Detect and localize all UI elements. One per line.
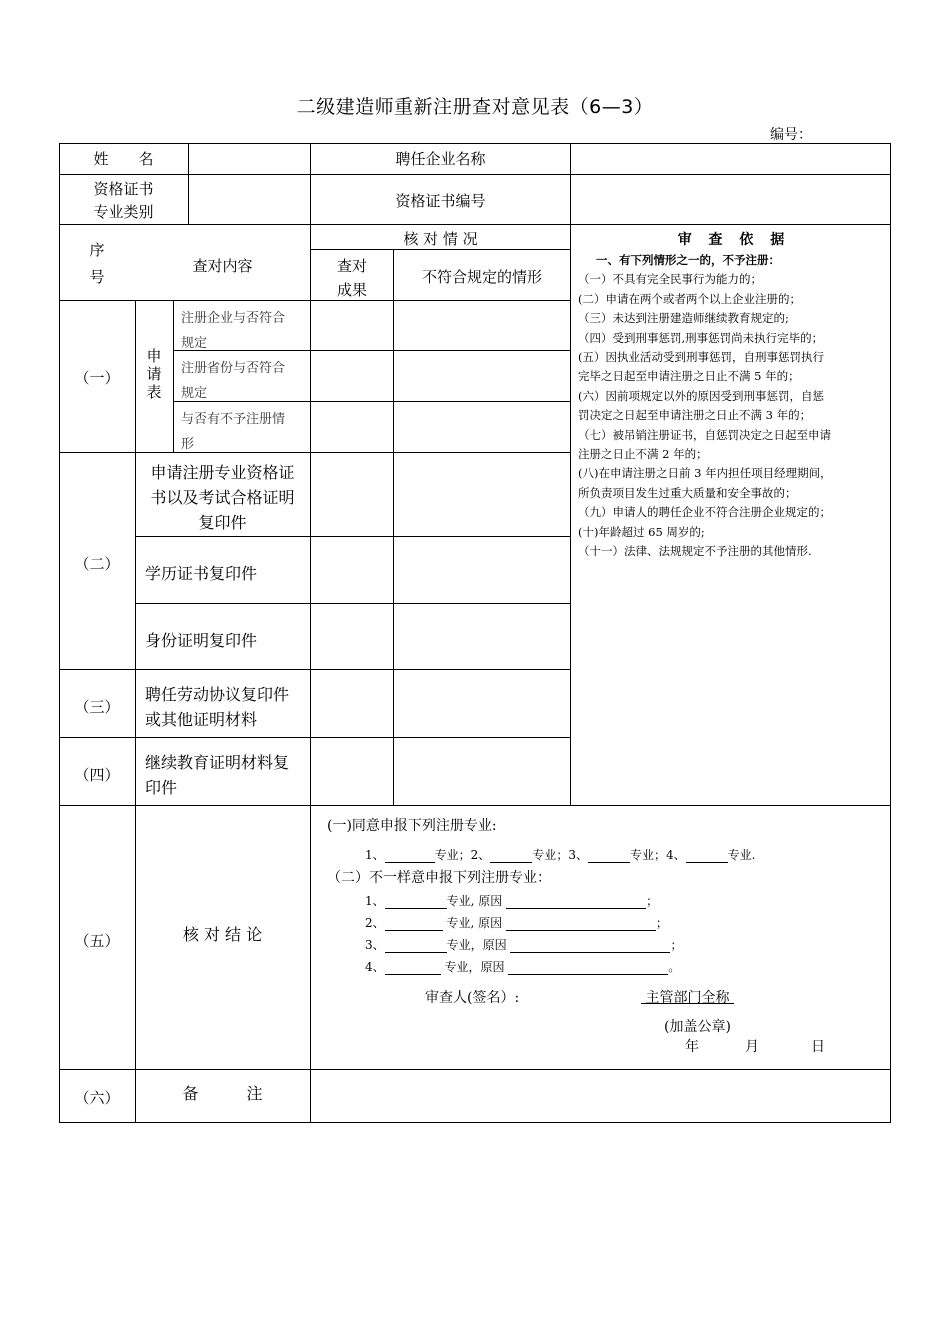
disagree-reason-blank[interactable] [510,940,670,953]
basis-item: (十)年龄超过 65 周岁的; [578,524,705,539]
basis-item: 完毕之日起至申请注册之日止不满 5 年的； [578,369,800,384]
disagree-major-blank[interactable] [385,896,447,909]
disagree-row: 1、 专业, 原因 ； [365,894,659,908]
s1-row3-line1: 与否有不予注册情 [181,412,286,427]
s1-row3-line2: 形 [181,437,195,452]
agree-blank-1[interactable] [385,850,435,863]
serial-number-field [770,124,870,144]
basis-item: 所负责项目发生过重大质量和安全事故的； [578,485,797,500]
s2-row1-line1: 申请注册专业资格证 [150,463,295,482]
agree-blank-4[interactable] [686,850,728,863]
disagree-row: 2、 专业, 原因 ； [365,916,668,930]
remarks-value[interactable] [311,1070,889,1121]
s1-row1-line1: 注册企业与否符合 [181,311,286,326]
seq-header-1: 序 [89,241,105,259]
section-1-group-3: 表 [146,383,162,401]
result-header-1: 查对 [336,257,367,275]
noncompliance-header: 不符合规定的情形 [421,268,542,286]
employer-label: 聘任企业名称 [395,150,486,168]
basis-item: （七）被吊销注册证书，自惩罚决定之日起至申请 [578,427,831,442]
disagree-heading: （二）不一样意申报下列注册专业： [327,870,551,886]
section-1-number: （一） [74,369,120,387]
basis-heading: 审 查 依 据 [677,232,791,248]
s2-row2: 学历证书复印件 [145,564,258,583]
s4-line2: 印件 [145,778,178,797]
agree-line: 1、 专业；2、 专业；3、 专业；4、 专业. [365,848,756,862]
basis-item: 注册之日止不满 2 年的； [578,447,708,462]
date-day: 日 [811,1039,825,1055]
employer-value[interactable] [571,144,889,174]
content-header: 查对内容 [192,257,253,275]
seq-header-2: 号 [89,268,105,286]
basis-item: 罚决定之日起至申请注册之日止不满 3 年的； [578,408,812,423]
basis-item: (二）申请在两个或者两个以上企业注册的； [578,291,801,306]
basis-item: (六）因前项规定以外的原因受到刑事惩罚，自惩 [578,388,824,403]
basis-subheading: 一、有下列情形之一的，不予注册： [596,253,780,267]
name-label: 姓 名 [93,150,154,168]
seal-label: (加盖公章) [664,1019,731,1035]
agree-heading: (一)同意申报下列注册专业: [327,818,497,834]
section-6-number: （六） [74,1089,120,1107]
agree-blank-2[interactable] [490,850,532,863]
section-4-number: （四） [74,766,120,784]
section-5-number: （五） [74,932,120,950]
cert-type-label-2: 专业类别 [93,203,154,221]
s3-line2: 或其他证明材料 [145,710,258,729]
s1-row1-line2: 规定 [181,336,208,351]
disagree-major-blank[interactable] [385,940,447,953]
form-table [59,143,891,1123]
s2-row3: 身份证明复印件 [145,631,258,650]
s4-line1: 继续教育证明材料复 [145,753,290,772]
cert-no-label: 资格证书编号 [395,192,486,210]
disagree-reason-blank[interactable] [506,896,646,909]
check-status-header: 核 对 情 况 [403,230,478,248]
serial-label: 编号： [770,127,812,143]
disagree-major-blank[interactable] [385,962,441,975]
s1-row2-line1: 注册省份与否符合 [181,361,286,376]
name-value[interactable] [189,144,309,174]
basis-item: （一）不具有完全民事行为能力的； [578,272,762,287]
result-header-2: 成果 [336,281,367,299]
disagree-major-blank[interactable] [385,918,443,931]
section-1-group-1: 申 [146,347,162,365]
s1-row2-line2: 规定 [181,386,208,401]
basis-item: （十一）法律、法规规定不予注册的其他情形. [578,544,812,559]
conclusion-label: 核 对 结 论 [182,925,263,944]
disagree-row: 3、 专业，原因 ； [365,938,683,952]
basis-item: （三）未达到注册建造师继续教育规定的; [578,311,789,326]
s2-row1-line3: 复印件 [198,513,247,532]
basis-item: (八)在申请注册之日前 3 年内担任项目经理期间， [578,466,832,481]
basis-item: （九）申请人的聘任企业不符合注册企业规定的； [578,505,831,520]
section-3-number: （三） [74,698,120,716]
date-year: 年 [685,1039,699,1055]
page-title: 二级建造师重新注册查对意见表（6—3） [296,96,654,118]
review-basis [578,231,890,562]
disagree-reason-blank[interactable] [508,962,668,975]
agree-blank-3[interactable] [588,850,630,863]
basis-item: （四）受到刑事惩罚,刑事惩罚尚未执行完毕的； [578,330,824,345]
reviewer-signature-label: 审查人(签名）: [425,990,520,1006]
cert-type-value[interactable] [189,175,309,223]
disagree-reason-blank[interactable] [506,918,656,931]
disagree-row: 4、 专业，原因 。 [365,960,681,974]
cert-type-label-1: 资格证书 [93,180,154,198]
remarks-label: 备 注 [182,1084,263,1103]
s2-row1-line2: 书以及考试合格证明 [150,488,295,507]
section-1-group-2: 请 [146,365,162,383]
section-2-number: （二） [74,555,120,573]
basis-item: (五）因执业活动受到刑事惩罚，自刑事惩罚执行 [578,350,824,365]
cert-no-value[interactable] [571,175,889,223]
department-name: 主管部门全称 [645,990,730,1006]
date-month: 月 [745,1039,759,1055]
s3-line1: 聘任劳动协议复印件 [145,685,290,704]
